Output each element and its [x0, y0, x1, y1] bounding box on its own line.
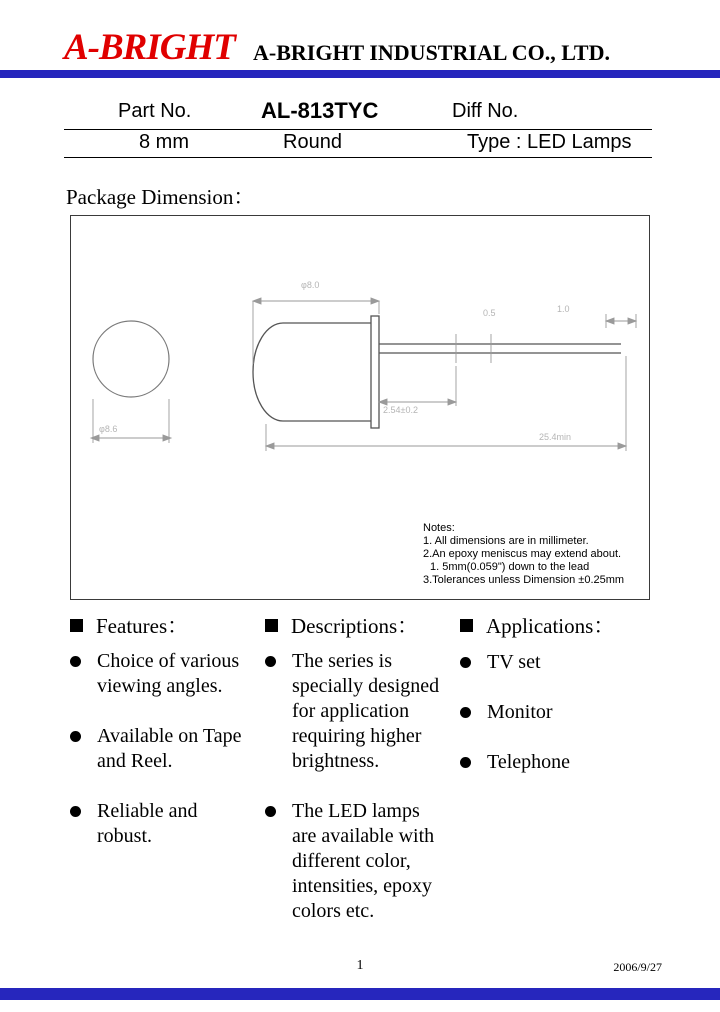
- company-name: A-BRIGHT INDUSTRIAL CO., LTD.: [253, 40, 610, 65]
- dim-lead-length: 25.4min: [539, 432, 572, 442]
- lens-front-circle: [93, 321, 169, 397]
- dim-lead-thickness: 0.5: [483, 308, 496, 318]
- front-view: [93, 321, 169, 397]
- note-line: 1. All dimensions are in millimeter.: [423, 535, 589, 547]
- application-text: Telephone: [487, 751, 571, 773]
- part-no-value: AL-813TYC: [261, 98, 379, 123]
- company-logo: [62, 26, 243, 75]
- part-no-label: Part No.: [118, 100, 192, 122]
- part-type-value: Type : LED Lamps: [467, 131, 632, 153]
- application-item: [460, 750, 637, 775]
- descriptions-header: [265, 610, 418, 640]
- application-item: [460, 650, 637, 675]
- descriptions-title: Descriptions：: [291, 614, 419, 638]
- feature-text: Reliable and robust.: [97, 800, 198, 847]
- application-text: TV set: [487, 651, 541, 673]
- part-shape-value: Round: [283, 131, 342, 153]
- application-text: Monitor: [487, 701, 553, 723]
- feature-text: Choice of various viewing angles.: [97, 650, 240, 697]
- flange: [371, 316, 379, 428]
- feature-item: [70, 649, 255, 699]
- bullet-icon: [460, 707, 471, 718]
- feature-item: [70, 799, 255, 849]
- description-item: [265, 799, 444, 924]
- page-number: 1: [356, 958, 364, 973]
- bullet-icon: [265, 656, 276, 667]
- note-line: 3.Tolerances unless Dimension ±0.25mm: [423, 574, 625, 586]
- note-line: 1. 5mm(0.059") down to the lead: [430, 561, 590, 573]
- bullet-icon: [265, 806, 276, 817]
- logo-text: A-BRIGHT: [64, 27, 235, 68]
- section-title-package-dimension: Package Dimension：: [66, 185, 255, 209]
- package-dimension-drawing: [70, 215, 650, 600]
- header-divider-bar: [0, 70, 720, 78]
- features-header: [70, 610, 188, 640]
- square-bullet-icon: [265, 619, 278, 632]
- dim-lens-diameter: φ8.0: [301, 280, 320, 290]
- table-rule-top: [64, 129, 652, 130]
- bullet-icon: [460, 757, 471, 768]
- table-rule-bottom: [64, 157, 652, 158]
- dim-flange-diameter: φ8.6: [99, 424, 118, 434]
- square-bullet-icon: [70, 619, 83, 632]
- feature-text: Available on Tape and Reel.: [97, 725, 242, 772]
- applications-header: [460, 610, 614, 640]
- description-item: [265, 649, 444, 774]
- bullet-icon: [460, 657, 471, 668]
- dim-lead-pitch: 2.54±0.2: [383, 405, 418, 415]
- epoxy-body: [253, 323, 371, 421]
- bullet-icon: [70, 656, 81, 667]
- applications-title: Applications：: [486, 614, 615, 638]
- dim-stand-off: 1.0: [557, 304, 570, 314]
- footer-date: 2006/9/27: [613, 960, 662, 974]
- description-text: The LED lamps are available with different color, intensities, epoxy colors etc.: [292, 800, 435, 922]
- feature-item: [70, 724, 255, 774]
- square-bullet-icon: [460, 619, 473, 632]
- drawing-notes: [423, 522, 655, 587]
- side-view: [253, 316, 621, 428]
- features-title: Features：: [96, 614, 189, 638]
- dimension-lines: [91, 298, 636, 451]
- part-size-value: 8 mm: [139, 131, 189, 153]
- bottom-divider-bar: [0, 988, 720, 1000]
- bullet-icon: [70, 806, 81, 817]
- note-line: 2.An epoxy meniscus may extend about.: [423, 548, 622, 560]
- note-line: Notes:: [423, 522, 455, 534]
- bullet-icon: [70, 731, 81, 742]
- description-text: The series is specially designed for application requiring higher brightness.: [292, 650, 440, 772]
- application-item: [460, 700, 637, 725]
- diff-no-label: Diff No.: [452, 100, 519, 122]
